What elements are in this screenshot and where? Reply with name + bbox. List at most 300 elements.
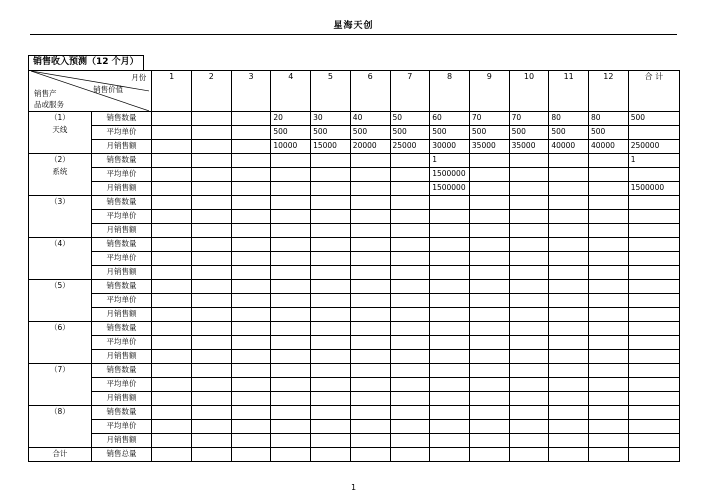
data-cell xyxy=(430,349,470,363)
row-total-cell xyxy=(628,279,679,293)
data-cell xyxy=(589,335,629,349)
table-row xyxy=(29,279,680,293)
table-row xyxy=(29,307,680,321)
data-cell xyxy=(191,125,231,139)
data-cell xyxy=(469,349,509,363)
data-cell xyxy=(390,153,430,167)
data-cell: 10000 xyxy=(271,139,311,153)
data-cell xyxy=(469,209,509,223)
data-cell xyxy=(589,419,629,433)
month-header-11: 11 xyxy=(549,70,589,111)
data-cell xyxy=(390,237,430,251)
table-row xyxy=(29,153,680,167)
month-header-2: 2 xyxy=(191,70,231,111)
data-cell xyxy=(350,181,390,195)
product-group-label: （1） 天线 xyxy=(29,111,92,153)
data-cell xyxy=(271,419,311,433)
data-cell xyxy=(549,223,589,237)
table-row xyxy=(29,405,680,419)
data-cell xyxy=(191,321,231,335)
data-cell: 1500000 xyxy=(430,181,470,195)
data-cell xyxy=(191,349,231,363)
month-header-12: 12 xyxy=(589,70,629,111)
data-cell xyxy=(152,349,192,363)
data-cell xyxy=(589,349,629,363)
data-cell xyxy=(271,181,311,195)
data-cell xyxy=(390,307,430,321)
data-cell xyxy=(350,321,390,335)
data-cell xyxy=(271,279,311,293)
row-metric-label: 月销售额 xyxy=(91,391,152,405)
row-total-cell xyxy=(628,419,679,433)
row-total-cell xyxy=(628,349,679,363)
table-row xyxy=(29,293,680,307)
data-cell xyxy=(191,307,231,321)
data-cell xyxy=(589,167,629,181)
data-cell xyxy=(271,167,311,181)
corner-month-label: 月份 xyxy=(131,72,147,82)
month-header-4: 4 xyxy=(271,70,311,111)
data-cell xyxy=(549,377,589,391)
data-cell xyxy=(509,251,549,265)
month-header-3: 3 xyxy=(231,70,271,111)
footer-data-cell xyxy=(350,447,390,461)
data-cell: 35000 xyxy=(469,139,509,153)
product-group-label: （4） xyxy=(29,237,92,279)
row-metric-label: 销售数量 xyxy=(91,279,152,293)
row-metric-label: 平均单价 xyxy=(91,167,152,181)
data-cell xyxy=(390,363,430,377)
data-cell: 500 xyxy=(549,125,589,139)
data-cell xyxy=(589,265,629,279)
data-cell xyxy=(589,321,629,335)
row-metric-label: 销售数量 xyxy=(91,237,152,251)
product-group-label: （3） xyxy=(29,195,92,237)
data-cell xyxy=(390,167,430,181)
data-cell xyxy=(390,335,430,349)
data-cell xyxy=(469,293,509,307)
data-cell xyxy=(271,265,311,279)
data-cell xyxy=(271,433,311,447)
footer-metric-label: 销售总量 xyxy=(91,447,152,461)
table-row xyxy=(29,167,680,181)
data-cell xyxy=(231,209,271,223)
data-cell xyxy=(152,433,192,447)
data-cell xyxy=(390,419,430,433)
data-cell xyxy=(152,321,192,335)
data-cell xyxy=(271,251,311,265)
data-cell xyxy=(589,237,629,251)
data-cell xyxy=(231,181,271,195)
data-cell xyxy=(390,195,430,209)
data-cell xyxy=(311,209,351,223)
data-cell xyxy=(469,279,509,293)
data-cell xyxy=(231,293,271,307)
row-metric-label: 月销售额 xyxy=(91,307,152,321)
data-cell xyxy=(469,419,509,433)
data-cell xyxy=(191,251,231,265)
row-metric-label: 销售数量 xyxy=(91,321,152,335)
data-cell xyxy=(549,405,589,419)
data-cell xyxy=(549,363,589,377)
data-cell xyxy=(152,195,192,209)
month-header-1: 1 xyxy=(152,70,192,111)
data-cell xyxy=(390,181,430,195)
page-title: 销售收入预测（12 个月） xyxy=(28,55,144,71)
data-cell xyxy=(509,391,549,405)
row-total-cell xyxy=(628,265,679,279)
data-cell xyxy=(231,265,271,279)
data-cell xyxy=(469,391,509,405)
data-cell xyxy=(390,377,430,391)
table-row xyxy=(29,433,680,447)
data-cell xyxy=(509,405,549,419)
data-cell: 500 xyxy=(311,125,351,139)
company-name: 星海天创 xyxy=(333,21,374,31)
table-footer-row xyxy=(29,447,680,461)
data-cell xyxy=(589,279,629,293)
data-cell xyxy=(271,223,311,237)
data-cell xyxy=(311,181,351,195)
data-cell xyxy=(430,335,470,349)
data-cell xyxy=(430,279,470,293)
table-row xyxy=(29,125,680,139)
data-cell xyxy=(191,111,231,125)
title-wrap xyxy=(28,49,679,70)
row-metric-label: 平均单价 xyxy=(91,251,152,265)
data-cell xyxy=(589,391,629,405)
data-cell xyxy=(231,391,271,405)
product-group-label: （5） xyxy=(29,279,92,321)
data-cell xyxy=(350,307,390,321)
data-cell xyxy=(350,433,390,447)
data-cell xyxy=(231,111,271,125)
data-cell: 1500000 xyxy=(430,167,470,181)
data-cell xyxy=(152,377,192,391)
data-cell xyxy=(390,223,430,237)
data-cell xyxy=(271,209,311,223)
data-cell xyxy=(430,321,470,335)
data-cell xyxy=(311,377,351,391)
data-cell xyxy=(191,223,231,237)
data-cell xyxy=(311,321,351,335)
data-cell xyxy=(311,195,351,209)
data-cell xyxy=(311,405,351,419)
data-cell xyxy=(549,153,589,167)
data-cell xyxy=(509,237,549,251)
data-cell xyxy=(231,321,271,335)
footer-data-cell xyxy=(311,447,351,461)
row-metric-label: 平均单价 xyxy=(91,293,152,307)
data-cell xyxy=(469,433,509,447)
data-cell xyxy=(509,363,549,377)
data-cell: 20000 xyxy=(350,139,390,153)
month-header-6: 6 xyxy=(350,70,390,111)
row-total-cell xyxy=(628,377,679,391)
data-cell: 80 xyxy=(549,111,589,125)
data-cell xyxy=(350,153,390,167)
data-cell xyxy=(430,265,470,279)
data-cell xyxy=(509,209,549,223)
data-cell xyxy=(469,223,509,237)
row-metric-label: 销售数量 xyxy=(91,363,152,377)
data-cell xyxy=(231,251,271,265)
data-cell xyxy=(589,293,629,307)
data-cell xyxy=(231,125,271,139)
data-cell xyxy=(231,195,271,209)
data-cell xyxy=(430,251,470,265)
data-cell xyxy=(549,209,589,223)
data-cell xyxy=(191,181,231,195)
data-cell xyxy=(152,391,192,405)
data-cell xyxy=(271,153,311,167)
data-cell xyxy=(430,237,470,251)
product-group-label: （7） xyxy=(29,363,92,405)
data-cell xyxy=(350,223,390,237)
data-cell xyxy=(390,251,430,265)
footer-data-cell xyxy=(231,447,271,461)
month-header-8: 8 xyxy=(430,70,470,111)
data-cell xyxy=(589,251,629,265)
row-total-cell xyxy=(628,335,679,349)
row-total-cell xyxy=(628,237,679,251)
data-cell xyxy=(469,195,509,209)
data-cell xyxy=(549,335,589,349)
data-cell xyxy=(509,279,549,293)
data-cell xyxy=(509,419,549,433)
table-row xyxy=(29,265,680,279)
page-number: 1 xyxy=(350,483,357,492)
data-cell xyxy=(231,307,271,321)
data-cell: 50 xyxy=(390,111,430,125)
data-cell xyxy=(509,307,549,321)
row-metric-label: 月销售额 xyxy=(91,349,152,363)
data-cell xyxy=(271,391,311,405)
data-cell xyxy=(509,265,549,279)
data-cell xyxy=(191,363,231,377)
data-cell xyxy=(152,419,192,433)
footer-data-cell xyxy=(469,447,509,461)
row-total-cell: 1 xyxy=(628,153,679,167)
data-cell xyxy=(430,433,470,447)
data-cell xyxy=(152,279,192,293)
data-cell xyxy=(350,293,390,307)
data-cell xyxy=(311,251,351,265)
data-cell xyxy=(271,405,311,419)
data-cell xyxy=(589,405,629,419)
data-cell xyxy=(390,405,430,419)
data-cell xyxy=(311,349,351,363)
data-cell xyxy=(231,405,271,419)
data-cell xyxy=(191,335,231,349)
data-cell xyxy=(152,125,192,139)
data-cell xyxy=(271,321,311,335)
data-cell: 70 xyxy=(469,111,509,125)
table-row xyxy=(29,223,680,237)
data-cell xyxy=(350,279,390,293)
table-row xyxy=(29,181,680,195)
data-cell xyxy=(549,321,589,335)
data-cell xyxy=(271,237,311,251)
row-total-cell xyxy=(628,321,679,335)
table-row xyxy=(29,195,680,209)
data-cell xyxy=(509,153,549,167)
data-cell xyxy=(311,153,351,167)
data-cell xyxy=(549,167,589,181)
footer-data-cell xyxy=(589,447,629,461)
data-cell xyxy=(350,195,390,209)
footer-data-cell xyxy=(271,447,311,461)
data-cell xyxy=(191,405,231,419)
data-cell xyxy=(152,293,192,307)
data-cell xyxy=(191,195,231,209)
row-total-cell xyxy=(628,223,679,237)
data-cell xyxy=(430,195,470,209)
table-row xyxy=(29,111,680,125)
data-cell xyxy=(152,181,192,195)
data-cell xyxy=(152,237,192,251)
data-cell xyxy=(509,167,549,181)
data-cell xyxy=(271,307,311,321)
row-metric-label: 销售数量 xyxy=(91,111,152,125)
data-cell xyxy=(509,349,549,363)
footer-data-cell xyxy=(152,447,192,461)
data-cell xyxy=(469,167,509,181)
data-cell xyxy=(589,153,629,167)
data-cell xyxy=(430,363,470,377)
data-cell xyxy=(191,167,231,181)
data-cell xyxy=(191,265,231,279)
corner-price-label: 销售价值 xyxy=(93,84,124,94)
data-cell xyxy=(191,279,231,293)
data-cell xyxy=(152,363,192,377)
data-cell xyxy=(311,419,351,433)
table-row xyxy=(29,419,680,433)
data-cell xyxy=(509,377,549,391)
row-metric-label: 月销售额 xyxy=(91,223,152,237)
data-cell xyxy=(549,349,589,363)
data-cell xyxy=(231,433,271,447)
data-cell: 40 xyxy=(350,111,390,125)
data-cell xyxy=(469,153,509,167)
data-cell xyxy=(469,237,509,251)
data-cell xyxy=(430,223,470,237)
data-cell xyxy=(549,237,589,251)
table-corner-header xyxy=(29,70,152,111)
data-cell: 500 xyxy=(509,125,549,139)
data-cell xyxy=(231,139,271,153)
data-cell xyxy=(311,363,351,377)
data-cell xyxy=(231,335,271,349)
row-metric-label: 平均单价 xyxy=(91,125,152,139)
data-cell xyxy=(390,349,430,363)
data-cell xyxy=(390,265,430,279)
table-row xyxy=(29,391,680,405)
table-row xyxy=(29,237,680,251)
table-row xyxy=(29,377,680,391)
corner-product-label: 销售产 品或服务 xyxy=(34,88,64,109)
data-cell xyxy=(469,321,509,335)
row-metric-label: 平均单价 xyxy=(91,419,152,433)
data-cell xyxy=(390,391,430,405)
row-metric-label: 月销售额 xyxy=(91,265,152,279)
data-cell xyxy=(152,335,192,349)
data-cell xyxy=(430,405,470,419)
data-cell xyxy=(390,279,430,293)
footer-data-cell xyxy=(549,447,589,461)
row-total-cell xyxy=(628,391,679,405)
data-cell xyxy=(311,307,351,321)
data-cell xyxy=(350,349,390,363)
data-cell xyxy=(469,307,509,321)
data-cell xyxy=(191,139,231,153)
row-metric-label: 销售数量 xyxy=(91,195,152,209)
table-row xyxy=(29,363,680,377)
data-cell xyxy=(430,377,470,391)
data-cell xyxy=(231,223,271,237)
data-cell xyxy=(350,419,390,433)
data-cell xyxy=(589,181,629,195)
data-cell xyxy=(231,279,271,293)
month-header-10: 10 xyxy=(509,70,549,111)
row-metric-label: 平均单价 xyxy=(91,335,152,349)
data-cell xyxy=(152,251,192,265)
data-cell xyxy=(191,391,231,405)
data-cell xyxy=(152,307,192,321)
data-cell: 500 xyxy=(589,125,629,139)
data-cell xyxy=(191,433,231,447)
data-cell xyxy=(549,419,589,433)
data-cell xyxy=(589,223,629,237)
data-cell: 35000 xyxy=(509,139,549,153)
row-total-cell xyxy=(628,293,679,307)
data-cell xyxy=(549,181,589,195)
data-cell xyxy=(191,153,231,167)
data-cell xyxy=(549,433,589,447)
data-cell xyxy=(390,433,430,447)
data-cell: 80 xyxy=(589,111,629,125)
data-cell: 500 xyxy=(469,125,509,139)
data-cell xyxy=(311,433,351,447)
row-metric-label: 平均单价 xyxy=(91,209,152,223)
product-group-label: （6） xyxy=(29,321,92,363)
data-cell xyxy=(191,237,231,251)
footer-data-cell xyxy=(191,447,231,461)
page-header xyxy=(30,18,677,35)
data-cell xyxy=(430,391,470,405)
row-total-cell xyxy=(628,307,679,321)
data-cell xyxy=(469,335,509,349)
data-cell: 30 xyxy=(311,111,351,125)
data-cell xyxy=(469,251,509,265)
row-total-cell xyxy=(628,167,679,181)
data-cell xyxy=(589,209,629,223)
row-total-cell xyxy=(628,405,679,419)
row-total-cell xyxy=(628,433,679,447)
data-cell xyxy=(469,405,509,419)
data-cell xyxy=(231,167,271,181)
data-cell xyxy=(152,167,192,181)
data-cell xyxy=(549,195,589,209)
data-cell: 500 xyxy=(350,125,390,139)
data-cell xyxy=(509,433,549,447)
data-cell xyxy=(350,405,390,419)
month-header-5: 5 xyxy=(311,70,351,111)
data-cell xyxy=(311,265,351,279)
data-cell xyxy=(509,293,549,307)
product-group-label: （2） 系统 xyxy=(29,153,92,195)
data-cell: 20 xyxy=(271,111,311,125)
